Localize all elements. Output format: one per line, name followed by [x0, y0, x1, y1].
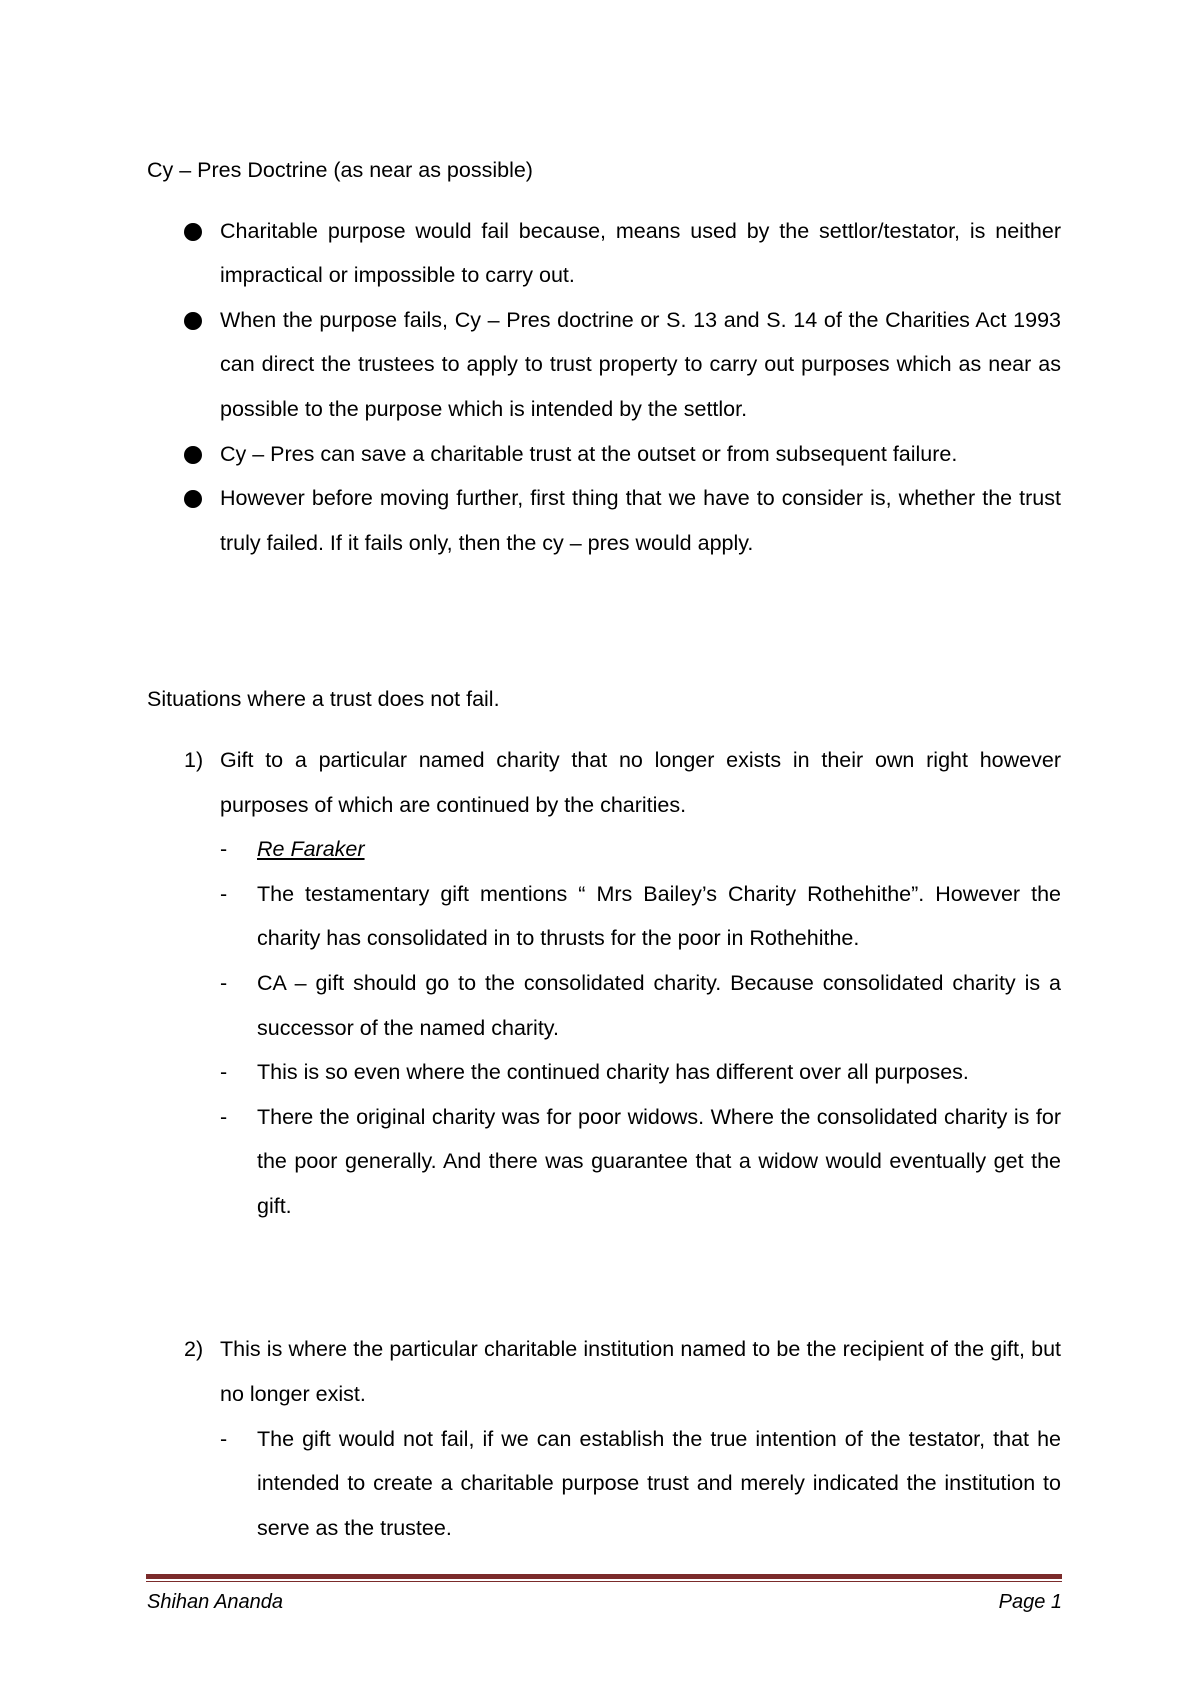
- dash-icon: -: [220, 881, 228, 906]
- bullet-text: Cy – Pres can save a charitable trust at the outset or from subsequent failure.: [220, 441, 958, 466]
- bullet-icon: [184, 490, 202, 508]
- item-number: 2): [184, 1337, 204, 1362]
- page-heading: Cy – Pres Doctrine (as near as possible): [147, 158, 533, 182]
- item-number: 1): [184, 747, 204, 772]
- numbered-item: [147, 1327, 1061, 1550]
- footer-divider-thin: [146, 1581, 1062, 1582]
- dash-item: [220, 1417, 1061, 1551]
- dash-icon: -: [220, 1426, 228, 1451]
- numbered-item: [147, 738, 1061, 1229]
- dash-icon: -: [220, 837, 228, 862]
- bullet-item: [147, 209, 1061, 298]
- dash-item: [220, 827, 1061, 872]
- dash-item: [220, 961, 1061, 1050]
- case-name: Re Faraker: [257, 837, 365, 862]
- dash-text: This is so even where the continued charity has different over all purposes.: [257, 1060, 969, 1085]
- dash-text: The gift would not fail, if we can establish the true intention of the testator, that he intended to create a charitable purpose trust and merely indicated the institution to serve as the trustee.: [257, 1426, 1061, 1540]
- dash-text: CA – gift should go to the consolidated charity. Because consolidated charity is a successor of the named charity.: [257, 970, 1061, 1040]
- bullet-text: When the purpose fails, Cy – Pres doctrine or S. 13 and S. 14 of the Charities Act 1993 can direct the trustees to apply to trust property to carry out purposes which as near as possible to the purpose which is intended by the settlor.: [220, 307, 1061, 421]
- dash-list: [220, 1417, 1061, 1551]
- dash-item: [220, 1095, 1061, 1229]
- dash-list: [220, 827, 1061, 1228]
- bullet-list: [147, 209, 1061, 566]
- item-text: This is where the particular charitable institution named to be the recipient of the gift, but no longer exist.: [220, 1337, 1061, 1407]
- bullet-text: Charitable purpose would fail because, means used by the settlor/testator, is neither impractical or impossible to carry out.: [220, 218, 1061, 288]
- dash-item: [220, 872, 1061, 961]
- bullet-icon: [184, 223, 202, 241]
- dash-text: There the original charity was for poor widows. Where the consolidated charity is for the poor generally. And there was guarantee that a widow would eventually get the gift.: [257, 1104, 1061, 1218]
- dash-icon: -: [220, 1104, 228, 1129]
- bullet-item: [147, 298, 1061, 432]
- bullet-item: [147, 432, 1061, 477]
- numbered-list: [147, 738, 1061, 1551]
- dash-item: [220, 1050, 1061, 1095]
- footer-author: Shihan Ananda: [147, 1591, 284, 1613]
- section-heading: Situations where a trust does not fail.: [147, 687, 500, 712]
- dash-icon: -: [220, 970, 228, 995]
- bullet-icon: [184, 312, 202, 330]
- dash-icon: -: [220, 1060, 228, 1085]
- bullet-item: [147, 476, 1061, 565]
- item-text: Gift to a particular named charity that no longer exists in their own right however purposes of which are continued by the charities.: [220, 747, 1061, 817]
- page-content: [147, 148, 1061, 1550]
- footer-page-number: Page 1: [998, 1591, 1062, 1613]
- bullet-icon: [184, 446, 202, 464]
- footer-divider: [146, 1574, 1062, 1579]
- bullet-text: However before moving further, first thing that we have to consider is, whether the trust truly failed. If it fails only, then the cy – pres would apply.: [220, 486, 1061, 555]
- dash-text: The testamentary gift mentions “ Mrs Bailey’s Charity Rothehithe”. However the charity has consolidated in to thrusts for the poor in Rothehithe.: [257, 881, 1061, 951]
